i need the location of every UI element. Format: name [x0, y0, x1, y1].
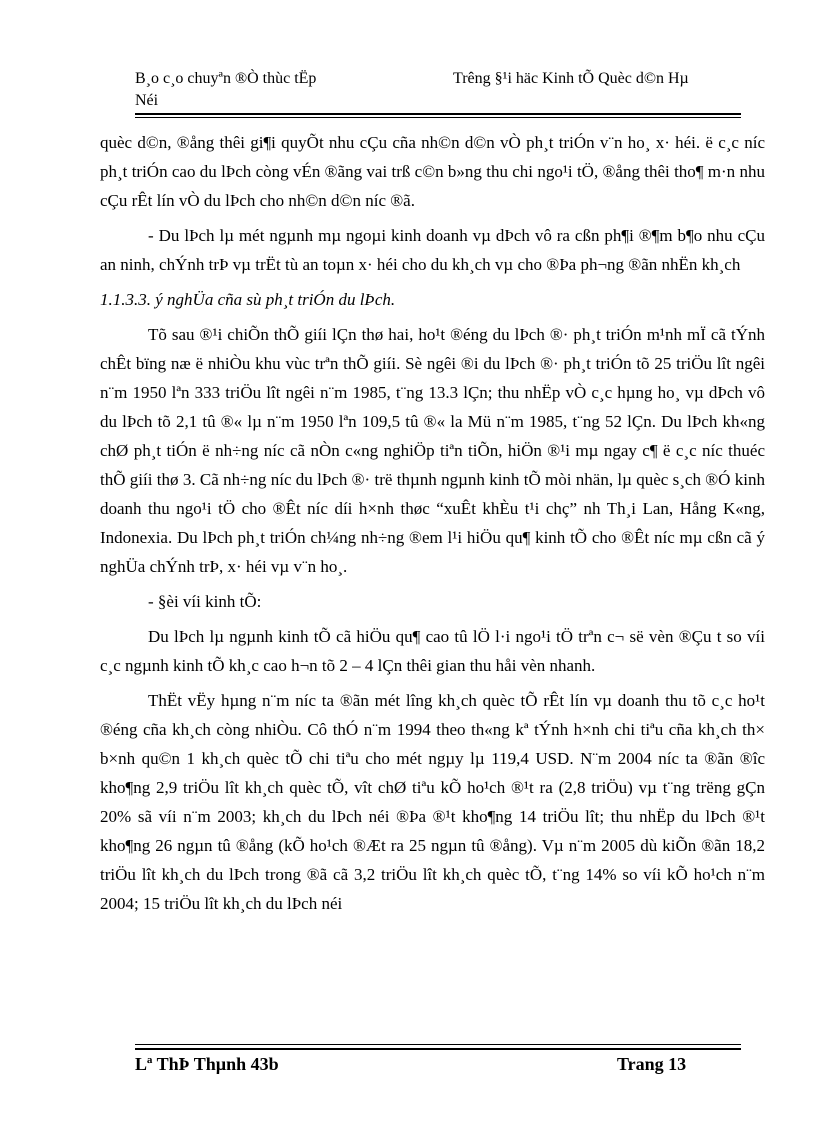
- footer-rule-bottom: [135, 1048, 741, 1050]
- paragraph-6: ThËt vËy hµng n¨m níc ta ®ãn mét lîng kh¸ch quèc tÕ rÊt lín vµ doanh thu tõ c¸c ho¹t ®éng cña kh¸ch còng nhiÒu. Cô thÓ n¨m 1994 theo th«ng kª tÝnh h×nh chi tiªu cña kh¸ch th× b×nh qu©n 1 kh¸ch quèc tÕ chi tiªu cho mét ngµy lµ 119,4 USD. N¨m 2004 níc ta ®ãn ®îc kho¶ng 2,9 triÖu lît kh¸ch quèc tÕ, vît chØ tiªu kÕ ho¹ch ®¹t ra (2,8 triÖu) vµ t¨ng trëng gÇn 20% sã víi n¨m 2003; kh¸ch du lÞch néi ®Þa ®¹t kho¶ng 14 triÖu lît; thu nhËp du lÞch ®¹t kho¶ng 26 ngµn tû ®ång (kÕ ho¹ch ®Æt ra 25 ngµn tû ®ång). Vµ n¨m 2005 dù kiÕn ®ãn 18,2 triÖu lît kh¸ch du lÞch trong ®ã cã 3,2 triÖu lît kh¸ch quèc tÕ, t¨ng 14% so víi kÕ ho¹ch n¨m 2004; 15 triÖu lît kh¸ch du lÞch néi: [100, 691, 765, 913]
- header-left-line2: Néi: [135, 92, 159, 109]
- page-body: [100, 128, 765, 924]
- header-left-line1: B¸o c¸o chuyªn ®Ò thùc tËp: [135, 70, 317, 87]
- header-university: Trêng §¹i häc Kinh tÕ Quèc d©n Hµ: [453, 70, 689, 87]
- paragraph-1: quèc d©n, ®ång thêi gi¶i quyÕt nhu cÇu cña nh©n d©n vÒ ph¸t triÓn v¨n ho¸ x· héi. ë c¸c níc ph¸t triÓn cao du lÞch còng vÉn ®ãng vai trß c©n b»ng thu chi ngo¹i tÖ, ®ång thêi tho¶ m·n nhu cÇu rÊt lín vÒ du lÞch cho nh©n d©n níc ®ã.: [100, 133, 765, 210]
- header-rule-bottom: [135, 117, 741, 118]
- footer-rule-top: [135, 1044, 741, 1045]
- footer-author: Lª ThÞ Thµnh 43b: [135, 1054, 279, 1074]
- page-number: Trang 13: [617, 1054, 687, 1074]
- paragraph-5: Du lÞch lµ ngµnh kinh tÕ cã hiÖu qu¶ cao tû lÖ l·i ngo¹i tÖ trªn c¬ së vèn ®Çu t so víi c¸c ngµnh kinh tÕ kh¸c cao h¬n tõ 2 – 4 lÇn thêi gian thu håi vèn nhanh.: [100, 627, 765, 675]
- header-rule-top: [135, 113, 741, 115]
- section-heading: 1.1.3.3. ý nghÜa cña sù ph¸t triÓn du lÞch.: [100, 290, 396, 309]
- paragraph-4: - §èi víi kinh tÕ:: [148, 592, 262, 611]
- paragraph-2: - Du lÞch lµ mét ngµnh mµ ngoµi kinh doanh vµ dÞch vô ra cßn ph¶i ®¶m b¶o nhu cÇu an ninh, chÝnh trÞ vµ trËt tù an toµn x· héi cho du kh¸ch vµ cho ®Þa ph¬ng ®ãn nhËn kh¸ch: [100, 226, 765, 274]
- paragraph-3: Tõ sau ®¹i chiÕn thÕ giíi lÇn thø hai, ho¹t ®éng du lÞch ®· ph¸t triÓn m¹nh mÏ cã tÝnh chÊt bïng næ ë nhiÒu khu vùc trªn thÕ giíi. Sè ngêi ®i du lÞch ®· ph¸t triÓn tõ 25 triÖu lît ngêi n¨m 1950 lªn 333 triÖu lît ngêi n¨m 1985, t¨ng 13.3 lÇn; thu nhËp vÒ c¸c hµng ho¸ vµ dÞch vô du lÞch tõ 2,1 tû ®« lµ n¨m 1950 lªn 109,5 tû ®« la Mü n¨m 1985, t¨ng 52 lÇn. Du lÞch kh«ng chØ ph¸t tiÓn ë nh÷ng níc cã nÒn c«ng nghiÖp tiªn tiÕn, hiÖn ®¹i mµ ngay c¶ ë c¸c níc thuéc thÕ giíi thø 3. Cã nh÷ng níc du lÞch ®· trë thµnh ngµnh kinh tÕ mòi nhän, lµ quèc s¸ch ®Ó kinh doanh thu ngo¹i tÖ cho ®Êt níc díi h×nh thøc “xuÊt khÈu t¹i chç” nh Th¸i Lan, Hång K«ng, Indonexia. Du lÞch ph¸t triÓn ch¼ng nh÷ng ®em l¹i hiÖu qu¶ kinh tÕ cho ®Êt níc mµ cßn cã ý nghÜa chÝnh trÞ, x· héi vµ v¨n ho¸.: [100, 325, 765, 576]
- header-report-title: [135, 68, 435, 112]
